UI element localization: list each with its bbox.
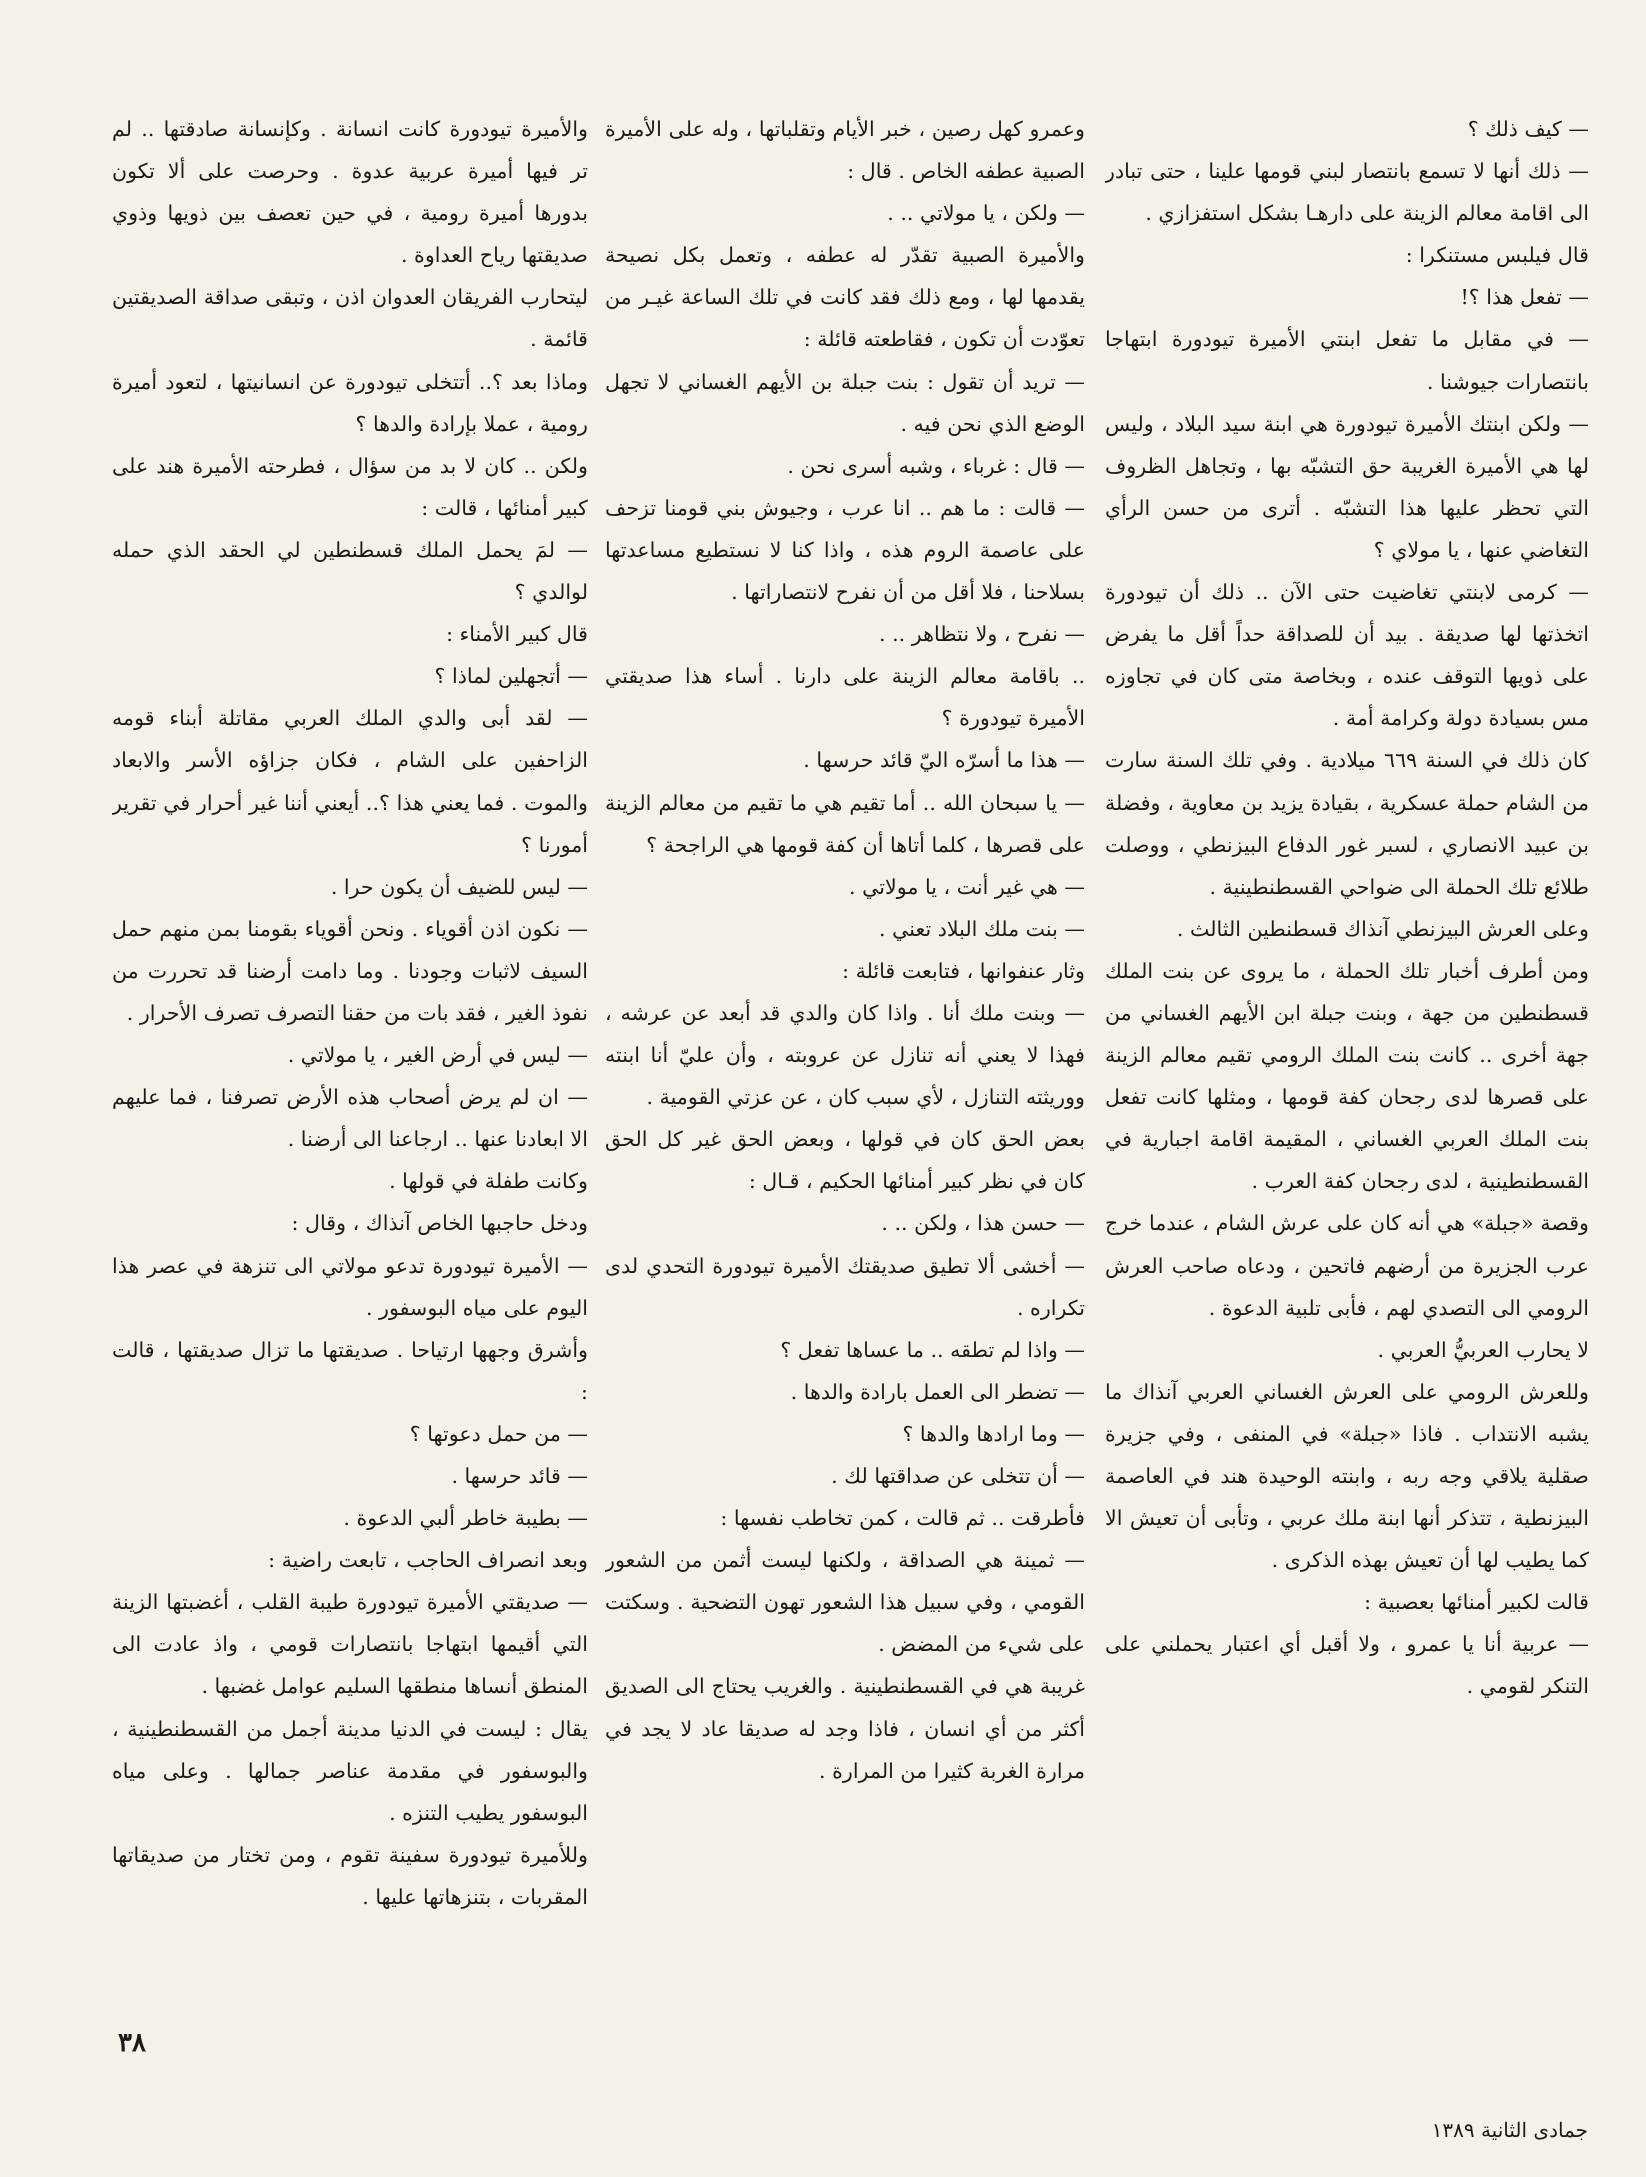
paragraph: .. باقامة معالم الزينة على دارنا . أساء هذا صديقتي الأميرة تيودورة ؟	[605, 664, 1085, 731]
paragraph: وبعد انصراف الحاجب ، تابعت راضية :	[268, 1548, 588, 1573]
paragraph: والأميرة الصبية تقدّر له عطفه ، وتعمل بكل نصيحة يقدمها لها ، ومع ذلك فقد كانت في تلك الساعة غيـر من تعوّدت أن تكون ، فقاطعته قائلة :	[605, 243, 1085, 352]
paragraph: — تريد أن تقول : بنت جبلة بن الأيهم الغساني لا تجهل الوضع الذي نحن فيه .	[605, 369, 1085, 436]
paragraph: وكانت طفلة في قولها .	[389, 1169, 588, 1194]
paragraph: — ولكن ، يا مولاتي .. .	[887, 201, 1085, 226]
paragraph: — بنت ملك البلاد تعني .	[879, 916, 1085, 941]
paragraph: والأميرة تيودورة كانت انسانة . وكإنسانة صادقتها .. لم تر فيها أميرة عربية عدوة . وحرصت على ألا تكون بدورها أميرة رومية ، في حين تعصف بين ذويها وذوي صديقتها رياح العداوة .	[112, 117, 588, 268]
paragraph: وعلى العرش البيزنطي آنذاك قسطنطين الثالث .	[1176, 916, 1589, 941]
paragraph: قال كبير الأمناء :	[446, 622, 588, 647]
paragraph: يقال : ليست في الدنيا مدينة أجمل من القسطنطينية ، والبوسفور في مقدمة عناصر جمالها . وعلى مياه البوسفور يطيب التنزه .	[112, 1716, 588, 1825]
paragraph: قال فيلبس مستنكرا :	[1405, 243, 1589, 268]
paragraph: — تضطر الى العمل بارادة والدها .	[790, 1379, 1085, 1404]
paragraph: — ليس في أرض الغير ، يا مولاتي .	[287, 1043, 588, 1068]
paragraph: — نكون اذن أقوياء . ونحن أقوياء بقومنا بمن منهم حمل السيف لاثبات وجودنا . وما دامت أرضنا قد تحررت من نفوذ الغير ، فقد بات من حقنا التصرف تصرف الأحرار .	[112, 916, 588, 1025]
paragraph: فأطرقت .. ثم قالت ، كمن تخاطب نفسها :	[720, 1506, 1085, 1531]
paragraph: قالت لكبير أمنائها بعصبية :	[1364, 1590, 1589, 1615]
paragraph: — أن تتخلى عن صداقتها لك .	[831, 1464, 1085, 1488]
paragraph: وقصة «جبلة» هي أنه كان على عرش الشام ، عندما خرج عرب الجزيرة من أرضهم فاتحين ، ودعاه صاحب العرش الرومي الى التصدي لهم ، فأبى تلبية الدعوة .	[1105, 1211, 1589, 1320]
paragraph: — هذا ما أسرّه اليّ قائد حرسها .	[803, 748, 1085, 773]
paragraph: — قال : غرباء ، وشبه أسرى نحن .	[787, 453, 1085, 478]
paragraph: — يا سبحان الله .. أما تقيم هي ما تقيم من معالم الزينة على قصرها ، كلما أتاها أن كفة قومها هي الراجحة ؟	[605, 790, 1085, 857]
page-number: ٣٨	[118, 2028, 146, 2058]
paragraph: — ذلك أنها لا تسمع بانتصار لبني قومها علينا ، حتى تبادر الى اقامة معالم الزينة على دارهـا بشكل استفزازي .	[1105, 159, 1589, 226]
paragraph: — ان لم يرض أصحاب هذه الأرض تصرفنا ، فما عليهم الا ابعادنا عنها .. ارجاعنا الى أرضنا .	[112, 1085, 588, 1152]
paragraph: — في مقابل ما تفعل ابنتي الأميرة تيودورة ابتهاجا بانتصارات جيوشنا .	[1105, 327, 1589, 394]
text-column-left	[112, 108, 588, 2038]
paragraph: ودخل حاجبها الخاص آنذاك ، وقال :	[291, 1211, 588, 1236]
issue-date: جمادى الثانية ١٣٨٩	[1431, 2118, 1588, 2142]
paragraph: غريبة هي في القسطنطينية . والغريب يحتاج الى الصديق أكثر من أي انسان ، فاذا وجد له صديقا عاد لا يجد في مرارة الغربة كثيرا من المرارة .	[605, 1674, 1085, 1783]
paragraph: — حسن هذا ، ولكن .. .	[881, 1211, 1085, 1236]
paragraph: وثار عنفوانها ، فتابعت قائلة :	[842, 958, 1085, 983]
paragraph: — لقد أبى والدي الملك العربي مقاتلة أبناء قومه الزاحفين على الشام ، فكان جزاؤه الأسر والابعاد والموت . فما يعني هذا ؟.. أيعني أننا غير أحرار في تقرير أمورنا ؟	[112, 706, 588, 857]
paragraph: وللأميرة تيودورة سفينة تقوم ، ومن تختار من صديقاتها المقربات ، بتنزهاتها عليها .	[112, 1842, 588, 1909]
paragraph: وماذا بعد ؟.. أتتخلى تيودورة عن انسانيتها ، لتعود أميرة رومية ، عملا بإرادة والدها ؟	[112, 369, 588, 436]
paragraph: — واذا لم تطقه .. ما عساها تفعل ؟	[780, 1337, 1085, 1362]
paragraph: — تفعل هذا ؟!	[1460, 285, 1589, 310]
text-column-middle	[605, 108, 1085, 2038]
paragraph: — نفرح ، ولا نتظاهر .. .	[879, 622, 1085, 647]
paragraph: — هي غير أنت ، يا مولاتي .	[849, 874, 1085, 899]
paragraph: لا يحارب العربيُّ العربي .	[1377, 1337, 1589, 1362]
paragraph: — بطيبة خاطر ألبي الدعوة .	[343, 1506, 588, 1531]
paragraph: وللعرش الرومي على العرش الغساني العربي آنذاك ما يشبه الانتداب . فاذا «جبلة» في المنفى ، وفي جزيرة صقلية يلاقي وجه ربه ، وابنته الوحيدة هند في العاصمة البيزنطية ، تتذكر أنها ابنة ملك عربي ، وتأبى أن تعيش الا كما يطيب لها أن تعيش بهذه الذكرى .	[1105, 1379, 1589, 1573]
paragraph: — قائد حرسها .	[451, 1464, 588, 1488]
paragraph: ومن أطرف أخبار تلك الحملة ، ما يروى عن بنت الملك قسطنطين من جهة ، وبنت جبلة ابن الأيهم الغساني من جهة أخرى .. كانت بنت الملك الرومي تقيم معالم الزينة على قصرها لدى رجحان كفة قومها ، ومثلها كانت تفعل بنت الملك العربي الغساني ، المقيمة اقامة اجبارية في القسطنطينية ، لدى رجحان كفة العرب .	[1105, 958, 1589, 1194]
paragraph: — قالت : ما هم .. انا عرب ، وجيوش بني قومنا تزحف على عاصمة الروم هذه ، واذا كنا لا نستطيع مساعدتها بسلاحنا ، فلا أقل من أن نفرح لانتصاراتها .	[605, 495, 1085, 605]
paragraph: وأشرق وجهها ارتياحا . صديقتها ما تزال صديقتها ، قالت :	[112, 1337, 588, 1404]
paragraph: — أخشى ألا تطيق صديقتك الأميرة تيودورة التحدي لدى تكراره .	[605, 1253, 1085, 1320]
paragraph: كان ذلك في السنة ٦٦٩ ميلادية . وفي تلك السنة سارت من الشام حملة عسكرية ، بقيادة يزيد بن معاوية ، وفضلة بن عبيد الانصاري ، لسبر غور الدفاع البيزنطي ، ووصلت طلائع تلك الحملة الى ضواحي القسطنطينية .	[1105, 748, 1589, 899]
paragraph: — ولكن ابنتك الأميرة تيودورة هي ابنة سيد البلاد ، وليس لها هي الأميرة الغريبة حق التشبّه بها ، وتجاهل الظروف التي تحظر عليها هذا التشبّه . أترى من حسن الرأي التغاضي عنها ، يا مولاي ؟	[1105, 411, 1589, 562]
paragraph: — من حمل دعوتها ؟	[409, 1421, 588, 1446]
paragraph: — وبنت ملك أنا . واذا كان والدي قد أبعد عن عرشه ، فهذا لا يعني أنه تنازل عن عروبته ، وأن عليّ أنا ابنته ووريثته التنازل ، لأي سبب كان ، عن عزتي القومية .	[605, 1000, 1085, 1110]
paragraph: بعض الحق كان في قولها ، وبعض الحق غير كل الحق كان في نظر كبير أمنائها الحكيم ، قـال :	[605, 1127, 1085, 1194]
paragraph: وعمرو كهل رصين ، خبر الأيام وتقلباتها ، وله على الأميرة الصبية عطفه الخاص . قال :	[605, 117, 1085, 184]
paragraph: — أتجهلين لماذا ؟	[434, 664, 588, 689]
paragraph: — كرمى لابنتي تغاضيت حتى الآن .. ذلك أن تيودورة اتخذتها لها صديقة . بيد أن للصداقة حداً أقل ما يفرض على ذويها التوقف عنده ، وبخاصة متى كان في تجاوزه مس بسيادة دولة وكرامة أمة .	[1105, 580, 1589, 731]
paragraph: — صديقتي الأميرة تيودورة طيبة القلب ، أغضبتها الزينة التي أقيمها ابتهاجا بانتصارات قومي ، واذ عادت الى المنطق أنساها منطقها السليم عوامل غضبها .	[112, 1590, 588, 1699]
paragraph: — ثمينة هي الصداقة ، ولكنها ليست أثمن من الشعور القومي ، وفي سبيل هذا الشعور تهون التضحية . وسكتت على شيء من المضض .	[605, 1548, 1085, 1657]
paragraph: — لمَ يحمل الملك قسطنطين لي الحقد الذي حمله لوالدي ؟	[112, 537, 588, 605]
paragraph: — الأميرة تيودورة تدعو مولاتي الى تنزهة في عصر هذا اليوم على مياه البوسفور .	[112, 1253, 588, 1320]
text-column-right	[1105, 108, 1589, 2038]
paragraph: — ليس للضيف أن يكون حرا .	[330, 874, 588, 899]
paragraph: ولكن .. كان لا بد من سؤال ، فطرحته الأميرة هند على كبير أمنائها ، قالت :	[112, 453, 588, 520]
paragraph: — وما ارادها والدها ؟	[902, 1421, 1085, 1446]
paragraph: — عربية أنا يا عمرو ، ولا أقبل أي اعتبار يحملني على التنكر لقومي .	[1105, 1632, 1589, 1699]
paragraph: ليتحارب الفريقان العدوان اذن ، وتبقى صداقة الصديقتين قائمة .	[112, 285, 588, 352]
paragraph: — كيف ذلك ؟	[1467, 117, 1589, 141]
